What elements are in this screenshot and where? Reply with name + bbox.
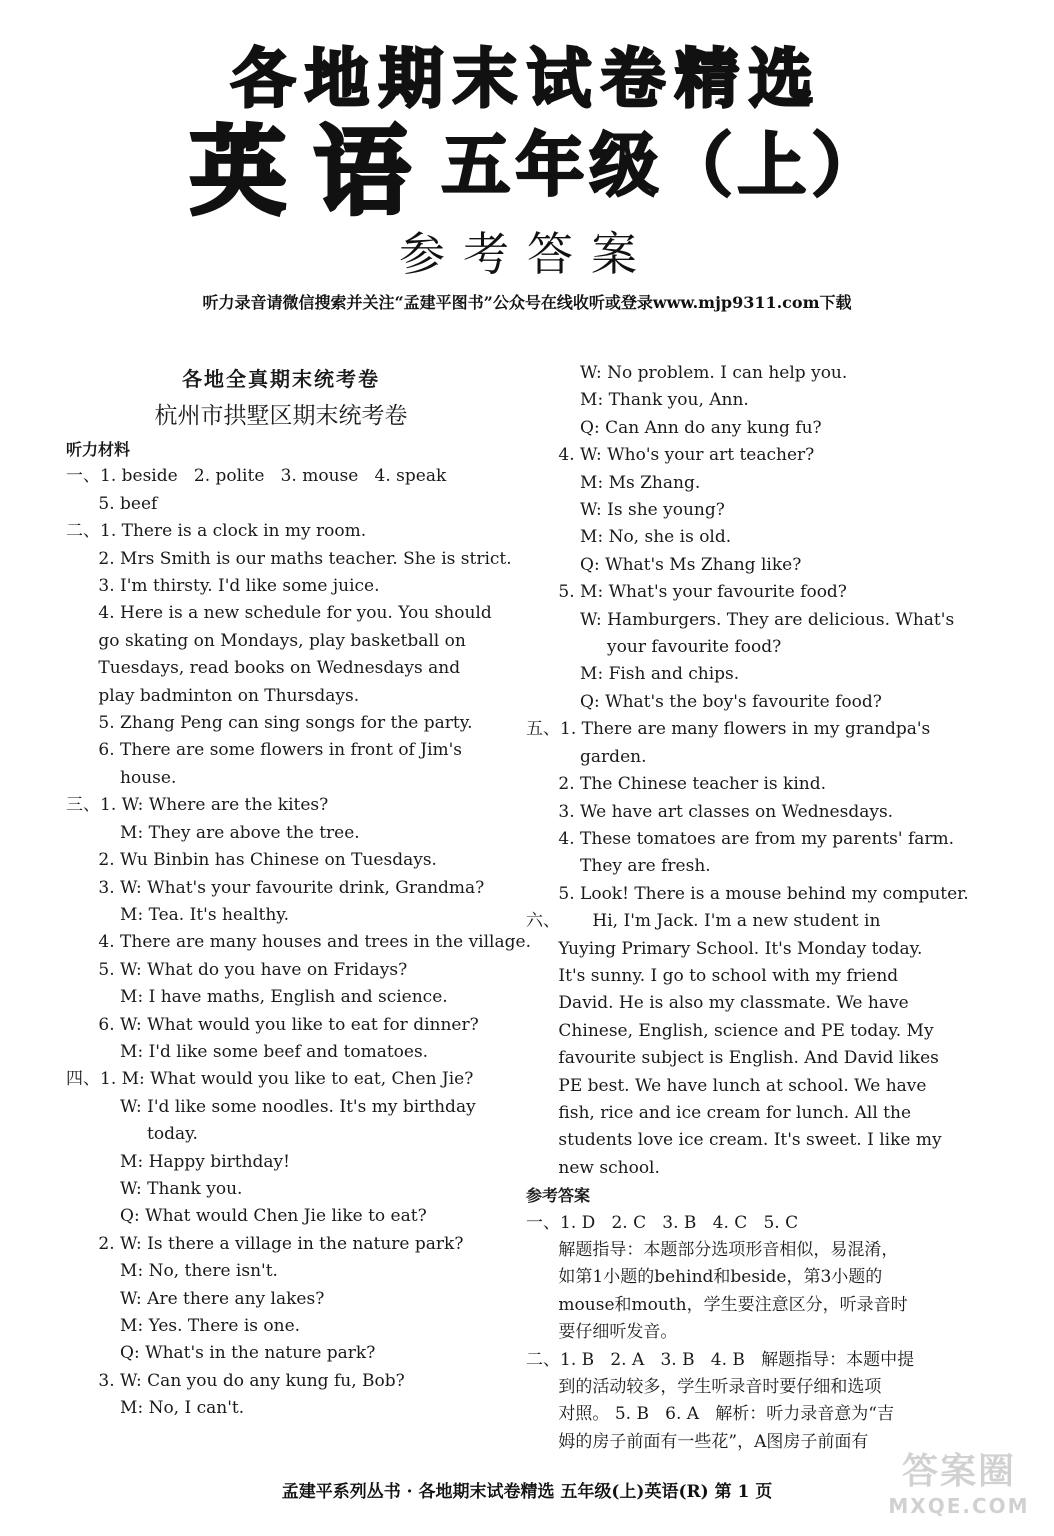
text-line: They are fresh. bbox=[526, 856, 711, 877]
subject-title: 英语 bbox=[190, 116, 438, 228]
text-line: W: Are there any lakes? bbox=[66, 1288, 325, 1309]
text-line: students love ice cream. It's sweet. I like my bbox=[526, 1130, 942, 1151]
text-line: fish, rice and ice cream for lunch. All the bbox=[526, 1102, 912, 1123]
text-line: 到的活动较多，学生听录音时要仔细和选项 bbox=[526, 1377, 882, 1398]
text-line: It's sunny. I go to school with my friend bbox=[526, 965, 899, 986]
text-line: favourite subject is English. And David likes bbox=[526, 1048, 939, 1069]
site-watermark bbox=[884, 1450, 1034, 1518]
text-line: Q: What's Ms Zhang like? bbox=[526, 554, 802, 575]
text-line: 6. W: What would you like to eat for dinner? bbox=[66, 1014, 479, 1035]
text-line: 一、1. D 2. C 3. B 4. C 5. C bbox=[526, 1212, 799, 1233]
text-line: M: Happy birthday! bbox=[66, 1151, 290, 1172]
exam-name-heading: 杭州市拱墅区期末统考卷 bbox=[154, 403, 408, 429]
text-line: 要仔细听发音。 bbox=[526, 1322, 678, 1343]
text-line: your favourite food? bbox=[526, 637, 782, 658]
text-line: 4. These tomatoes are from my parents' farm. bbox=[526, 828, 955, 849]
text-line: W: I'd like some noodles. It's my birthday bbox=[66, 1096, 476, 1117]
text-line: 4. Here is a new schedule for you. You should bbox=[66, 603, 492, 624]
text-line: 姆的房子前面有一些花”，A图房子前面有 bbox=[526, 1431, 869, 1452]
text-line: garden. bbox=[526, 746, 647, 767]
text-line: 2. Wu Binbin has Chinese on Tuesdays. bbox=[66, 850, 437, 871]
exam-type-heading: 各地全真期末统考卷 bbox=[182, 367, 380, 391]
text-line: 5. Zhang Peng can sing songs for the party. bbox=[66, 713, 473, 734]
text-line: Q: What's in the nature park? bbox=[66, 1343, 376, 1364]
text-line: M: Thank you, Ann. bbox=[526, 390, 749, 411]
text-line: 3. We have art classes on Wednesdays. bbox=[526, 801, 894, 822]
text-line: 6. There are some flowers in front of Jim's bbox=[66, 740, 463, 761]
text-line: 5. W: What do you have on Fridays? bbox=[66, 959, 408, 980]
text-line: 4. There are many houses and trees in the village. bbox=[66, 932, 531, 953]
text-line: 二、1. B 2. A 3. B 4. B 解题指导：本题中提 bbox=[526, 1349, 915, 1370]
text-line: 二、1. There is a clock in my room. bbox=[66, 521, 367, 542]
text-line: W: Thank you. bbox=[66, 1178, 243, 1199]
text-line: 对照。 5. B 6. A 解析：听力录音意为“吉 bbox=[526, 1404, 894, 1425]
text-line: PE best. We have lunch at school. We have bbox=[526, 1075, 927, 1096]
text-line: 三、1. W: Where are the kites? bbox=[66, 795, 329, 816]
text-line: Q: What's the boy's favourite food? bbox=[526, 691, 882, 712]
text-line: 2. Mrs Smith is our maths teacher. She is strict. bbox=[66, 548, 512, 569]
left-lines bbox=[66, 436, 531, 1423]
left-column bbox=[66, 360, 531, 1423]
text-line: Q: Can Ann do any kung fu? bbox=[526, 417, 822, 438]
text-line: W: No problem. I can help you. bbox=[526, 363, 848, 383]
text-line: 听力材料 bbox=[66, 440, 131, 459]
text-line: 5. Look! There is a mouse behind my computer. bbox=[526, 883, 969, 904]
text-line: 四、1. M: What would you like to eat, Chen Jie? bbox=[66, 1069, 474, 1090]
text-line: David. He is also my classmate. We have bbox=[526, 993, 909, 1014]
text-line: 3. W: What's your favourite drink, Grandma? bbox=[66, 877, 485, 898]
text-line: M: I have maths, English and science. bbox=[66, 987, 448, 1008]
text-line: 解题指导：本题部分选项形音相似，易混淆， bbox=[526, 1240, 899, 1260]
text-line: Q: What would Chen Jie like to eat? bbox=[66, 1206, 427, 1227]
book-title: 各地期末试卷精选 bbox=[231, 43, 823, 117]
text-line: W: Is she young? bbox=[526, 500, 725, 521]
text-line: 六、 Hi, I'm Jack. I'm a new student in bbox=[526, 911, 881, 932]
right-column bbox=[526, 360, 969, 1456]
watermark-url: MXQE.COM bbox=[888, 1494, 1030, 1518]
text-line: 3. W: Can you do any kung fu, Bob? bbox=[66, 1370, 405, 1391]
text-line: 参考答案 bbox=[526, 1186, 591, 1206]
audio-note: 听力录音请微信搜索并关注“孟建平图书”公众号在线收听或登录www.mjp9311.com下载 bbox=[202, 293, 852, 312]
text-line: 3. I'm thirsty. I'd like some juice. bbox=[66, 576, 380, 597]
text-line: Tuesdays, read books on Wednesdays and bbox=[66, 658, 461, 679]
text-line: Yuying Primary School. It's Monday today. bbox=[526, 938, 923, 959]
text-line: 4. W: Who's your art teacher? bbox=[526, 445, 815, 466]
text-line: M: Ms Zhang. bbox=[526, 472, 701, 493]
text-line: M: No, she is old. bbox=[526, 527, 732, 548]
text-line: M: Tea. It's healthy. bbox=[66, 904, 290, 925]
grade-title: 五年级（上） bbox=[442, 127, 887, 206]
text-line: go skating on Mondays, play basketball on bbox=[66, 630, 466, 651]
text-line: 一、1. beside 2. polite 3. mouse 4. speak bbox=[66, 466, 447, 487]
text-line: Chinese, English, science and PE today. My bbox=[526, 1020, 934, 1041]
text-line: play badminton on Thursdays. bbox=[66, 685, 360, 706]
text-line: W: Hamburgers. They are delicious. What's bbox=[526, 609, 955, 630]
text-line: house. bbox=[66, 767, 177, 788]
answers-heading: 参考答案 bbox=[399, 227, 655, 281]
text-line: new school. bbox=[526, 1157, 660, 1178]
text-line: M: I'd like some beef and tomatoes. bbox=[66, 1041, 429, 1062]
page-footer: 孟建平系列丛书 · 各地期末试卷精选 五年级(上)英语(R) 第 1 页 bbox=[281, 1482, 773, 1502]
text-line: mouse和mouth，学生要注意区分，听录音时 bbox=[526, 1294, 908, 1315]
text-line: 2. W: Is there a village in the nature park? bbox=[66, 1233, 464, 1254]
text-line: M: They are above the tree. bbox=[66, 822, 360, 843]
text-line: 如第1小题的behind和beside，第3小题的 bbox=[526, 1267, 883, 1288]
text-line: today. bbox=[66, 1124, 198, 1145]
text-line: 五、1. There are many flowers in my grandpa's bbox=[526, 719, 931, 740]
text-line: 5. beef bbox=[66, 493, 158, 514]
text-line: 5. M: What's your favourite food? bbox=[526, 582, 847, 603]
text-line: 2. The Chinese teacher is kind. bbox=[526, 774, 827, 795]
text-line: M: Fish and chips. bbox=[526, 664, 740, 685]
watermark-logo: 答案圈 bbox=[901, 1451, 1016, 1492]
text-line: M: No, I can't. bbox=[66, 1398, 245, 1419]
text-line: M: No, there isn't. bbox=[66, 1261, 278, 1282]
text-line: M: Yes. There is one. bbox=[66, 1316, 301, 1336]
right-lines bbox=[526, 360, 969, 1456]
